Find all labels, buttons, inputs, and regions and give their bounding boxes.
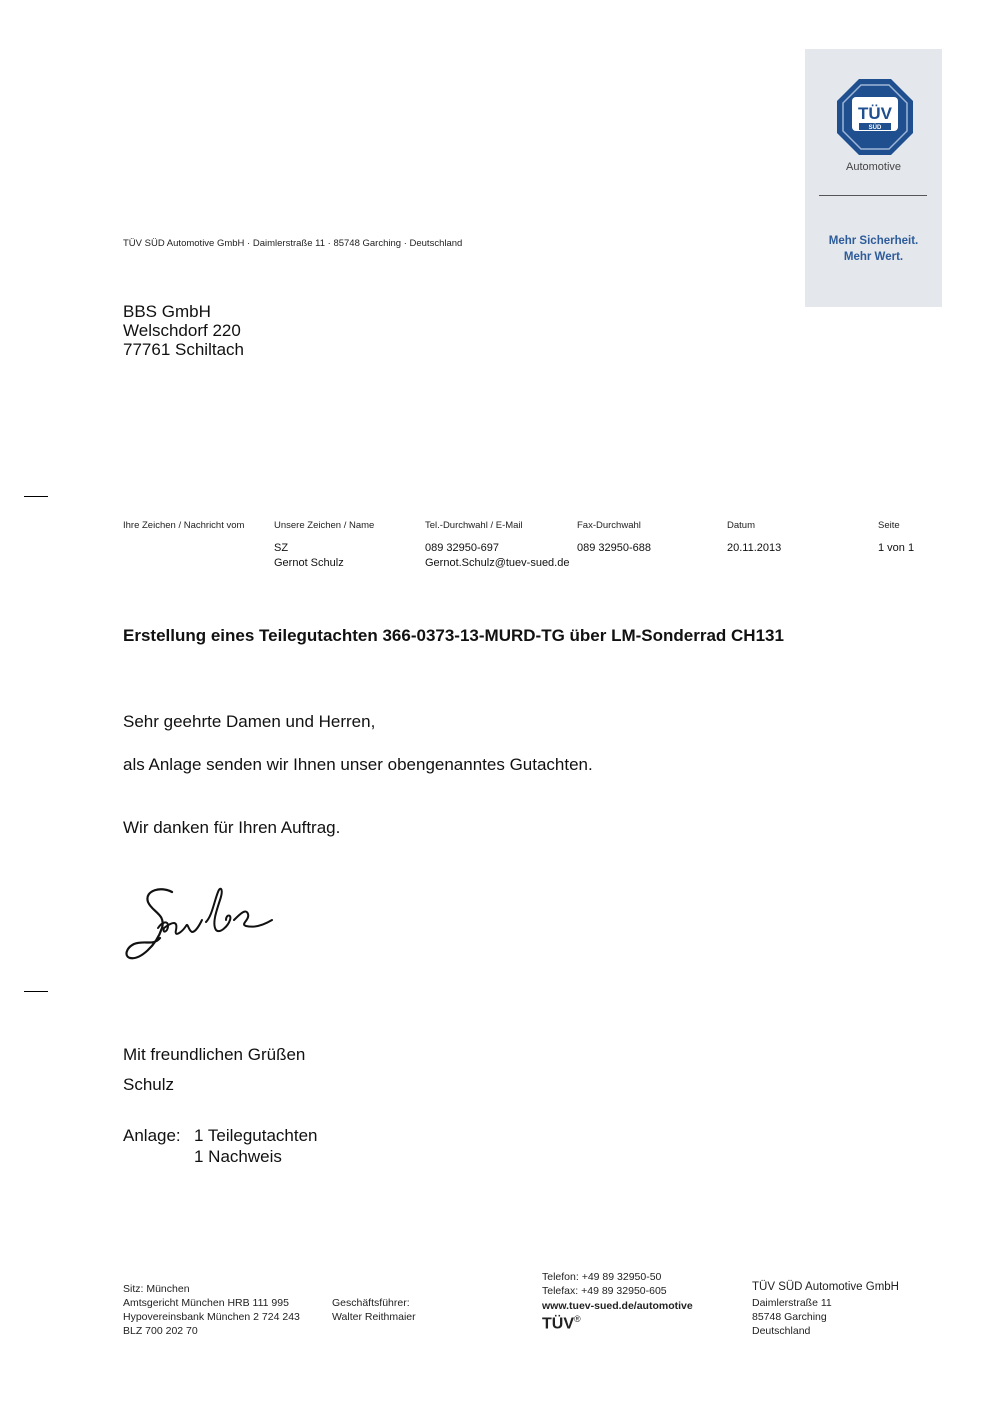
- attachment-item-2: 1 Nachweis: [194, 1147, 282, 1166]
- letter-subject: Erstellung eines Teilegutachten 366-0373-13-MURD-TG über LM-Sonderrad CH131: [123, 626, 784, 645]
- fold-mark-top: [24, 496, 48, 497]
- handwritten-signature: [122, 880, 282, 966]
- ref-header-fax: Fax-Durchwahl: [577, 520, 641, 531]
- footer-company-name: TÜV SÜD Automotive GmbH: [752, 1281, 899, 1293]
- attachment-item-1: 1 Teilegutachten: [194, 1126, 318, 1145]
- signer-name: Schulz: [123, 1075, 175, 1094]
- footer-website-link[interactable]: www.tuev-sued.de/automotive: [542, 1300, 693, 1312]
- footer-registered-office: Sitz: München: [123, 1283, 190, 1295]
- ref-header-date: Datum: [727, 520, 755, 531]
- ref-page: 1 von 1: [878, 542, 915, 554]
- body-paragraph-1: als Anlage senden wir Ihnen unser obengenanntes Gutachten.: [123, 755, 593, 774]
- logo-mark-sub: SÜD: [868, 125, 882, 131]
- logo-mark-text: TÜV: [858, 104, 892, 123]
- ref-fax: 089 32950-688: [577, 542, 652, 554]
- ref-header-page: Seite: [878, 520, 900, 531]
- slogan-line-1: Mehr Sicherheit.: [828, 235, 919, 247]
- ref-our-code: SZ: [274, 542, 289, 554]
- footer-court-register: Amtsgericht München HRB 111 995: [123, 1297, 289, 1309]
- footer-company-country: Deutschland: [752, 1325, 811, 1337]
- footer-managing-director-label: Geschäftsführer:: [332, 1297, 410, 1309]
- ref-phone: 089 32950-697: [425, 542, 500, 554]
- footer-company-street: Daimlerstraße 11: [752, 1297, 832, 1309]
- ref-header-your-ref: Ihre Zeichen / Nachricht vom: [123, 520, 245, 531]
- ref-header-our-ref: Unsere Zeichen / Name: [274, 520, 375, 531]
- footer-phone: Telefon: +49 89 32950-50: [542, 1271, 662, 1283]
- footer-tuv-mark-reg: ®: [574, 1314, 581, 1324]
- salutation: Sehr geehrte Damen und Herren,: [123, 712, 376, 731]
- ref-email: Gernot.Schulz@tuev-sued.de: [425, 557, 570, 569]
- ref-date: 20.11.2013: [727, 542, 782, 554]
- attachments-label: Anlage:: [123, 1126, 181, 1145]
- slogan-line-2: Mehr Wert.: [843, 251, 904, 263]
- closing-phrase: Mit freundlichen Grüßen: [123, 1045, 306, 1064]
- tuv-sud-octagon-logo: [837, 79, 913, 155]
- footer-company-city: 85748 Garching: [752, 1311, 827, 1323]
- footer-fax: Telefax: +49 89 32950-605: [542, 1285, 667, 1297]
- footer-bank: Hypovereinsbank München 2 724 243: [123, 1311, 300, 1323]
- recipient-name: BBS GmbH: [123, 302, 211, 321]
- ref-our-name: Gernot Schulz: [274, 557, 344, 569]
- footer-tuv-mark-text: TÜV: [542, 1315, 574, 1333]
- footer-tuv-mark: [542, 1314, 581, 1333]
- ref-header-phone: Tel.-Durchwahl / E-Mail: [425, 520, 523, 531]
- recipient-street: Welschdorf 220: [123, 321, 241, 340]
- footer-blz: BLZ 700 202 70: [123, 1325, 198, 1337]
- recipient-city: 77761 Schiltach: [123, 340, 244, 359]
- body-paragraph-2: Wir danken für Ihren Auftrag.: [123, 818, 341, 837]
- footer-managing-director-name: Walter Reithmaier: [332, 1311, 416, 1323]
- sender-address-line: TÜV SÜD Automotive GmbH · Daimlerstraße 11 · 85748 Garching · Deutschland: [123, 238, 463, 249]
- logo-division: Automotive: [845, 161, 902, 173]
- fold-mark-bottom: [24, 991, 48, 992]
- logo-divider: [819, 195, 927, 196]
- company-logo-panel: [805, 49, 942, 307]
